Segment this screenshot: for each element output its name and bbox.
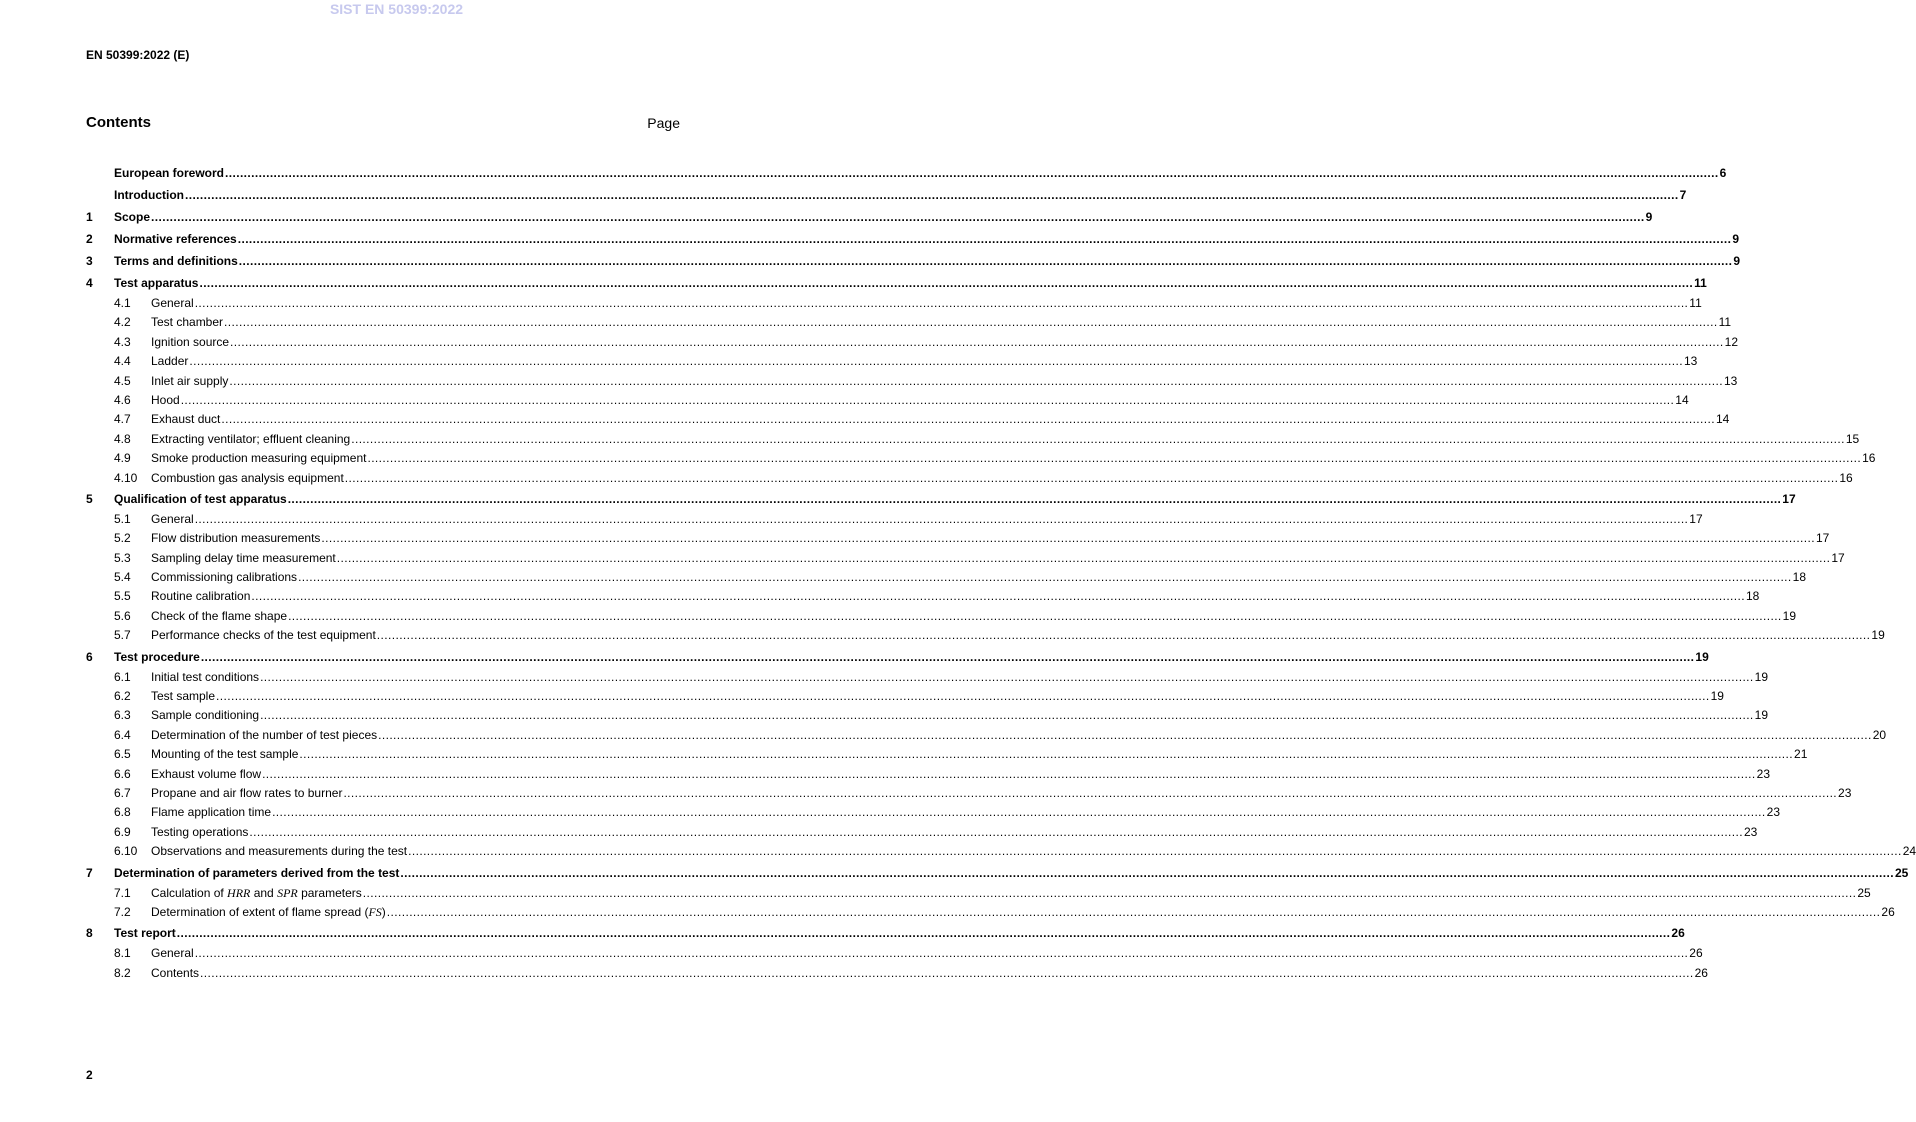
toc-entry-page: 7 bbox=[1679, 188, 1687, 202]
toc-entry-page: 23 bbox=[1766, 805, 1781, 820]
toc-subentry[interactable] bbox=[86, 568, 1807, 587]
toc-entry-number: 4.5 bbox=[114, 373, 131, 388]
toc-entry-page: 18 bbox=[1746, 589, 1760, 604]
toc-subentry[interactable] bbox=[86, 469, 1853, 488]
dot-leader: ................................................................................................................................................................................................................................................................................................................................................................................................................ bbox=[221, 412, 1715, 427]
toc-entry-title: General bbox=[151, 511, 194, 526]
toc-entry-title: Extracting ventilator; effluent cleaning bbox=[151, 431, 351, 446]
toc-entry-title: Testing operations bbox=[151, 824, 249, 839]
toc-entry-number: 3 bbox=[86, 254, 93, 268]
dot-leader: ................................................................................................................................................................................................................................................................................................................................................................................................................ bbox=[260, 669, 1754, 684]
toc-entry[interactable] bbox=[86, 228, 1740, 250]
toc-entry-page: 9 bbox=[1645, 210, 1653, 224]
page-column-heading: Page bbox=[647, 115, 680, 131]
toc-entry-title: Flame application time bbox=[151, 805, 272, 820]
toc-subentry[interactable] bbox=[86, 587, 1760, 606]
toc-entry-title: Propane and air flow rates to burner bbox=[151, 785, 343, 800]
dot-leader: ................................................................................................................................................................................................................................................................................................................................................................................................................ bbox=[194, 946, 1689, 961]
dot-leader: ................................................................................................................................................................................................................................................................................................................................................................................................................ bbox=[362, 885, 1857, 900]
toc-entry-number: 8.2 bbox=[114, 965, 131, 980]
dot-leader: ................................................................................................................................................................................................................................................................................................................................................................................................................ bbox=[378, 727, 1872, 742]
toc-subentry[interactable] bbox=[86, 313, 1732, 332]
toc-entry-number: 6.7 bbox=[114, 785, 131, 800]
dot-leader: ................................................................................................................................................................................................................................................................................................................................................................................................................ bbox=[249, 824, 1743, 839]
toc-entry-title: Calculation of HRR and SPR parameters bbox=[151, 885, 362, 900]
toc-entry-title: Observations and measurements during the test bbox=[151, 844, 408, 859]
toc-entry-title: Introduction bbox=[114, 188, 184, 202]
toc-entry-page: 14 bbox=[1715, 412, 1730, 427]
toc-entry-title: Exhaust duct bbox=[151, 412, 221, 427]
dot-leader: ................................................................................................................................................................................................................................................................................................................................................................................................................ bbox=[180, 392, 1675, 407]
dot-leader: ................................................................................................................................................................................................................................................................................................................................................................................................................ bbox=[272, 805, 1766, 820]
dot-leader: ................................................................................................................................................................................................................................................................................................................................................................................................................ bbox=[238, 254, 1733, 268]
toc-entry-number: 4.10 bbox=[114, 470, 138, 485]
toc-entry[interactable] bbox=[86, 206, 1653, 228]
toc-entry-page: 9 bbox=[1733, 254, 1741, 268]
toc-entry-page: 15 bbox=[1845, 431, 1860, 446]
math-symbol: FS bbox=[368, 904, 382, 919]
toc-entry-page: 26 bbox=[1671, 926, 1685, 941]
toc-entry-number: 2 bbox=[86, 232, 93, 246]
toc-entry-title: Commissioning calibrations bbox=[151, 570, 298, 585]
toc-entry-page: 26 bbox=[1694, 965, 1708, 980]
dot-leader: ................................................................................................................................................................................................................................................................................................................................................................................................................ bbox=[230, 334, 1724, 349]
toc-entry-number: 4.4 bbox=[114, 354, 131, 369]
toc-subentry[interactable] bbox=[86, 626, 1885, 645]
toc-subentry[interactable] bbox=[86, 884, 1871, 903]
toc-entry-number: 5.4 bbox=[114, 570, 131, 585]
toc-entry-number: 5.7 bbox=[114, 628, 131, 643]
dot-leader: ................................................................................................................................................................................................................................................................................................................................................................................................................ bbox=[321, 531, 1815, 546]
table-of-contents bbox=[86, 162, 1916, 983]
toc-entry-number: 4.6 bbox=[114, 392, 131, 407]
dot-leader: ................................................................................................................................................................................................................................................................................................................................................................................................................ bbox=[224, 315, 1718, 330]
toc-entry-page: 23 bbox=[1756, 766, 1771, 781]
toc-subentry[interactable] bbox=[86, 765, 1771, 784]
toc-subentry[interactable] bbox=[86, 964, 1708, 983]
toc-entry-number: 4.8 bbox=[114, 431, 131, 446]
toc-entry-number: 6.8 bbox=[114, 805, 131, 820]
toc-entry-title: Initial test conditions bbox=[151, 669, 260, 684]
toc-entry-number: 7 bbox=[86, 865, 93, 880]
toc-entry-title: Test apparatus bbox=[114, 276, 199, 290]
toc-entry-title: Check of the flame shape bbox=[151, 608, 288, 623]
toc-entry-page: 16 bbox=[1862, 451, 1876, 466]
toc-entry-number: 6.5 bbox=[114, 747, 131, 762]
toc-entry-title: Contents bbox=[151, 965, 200, 980]
toc-entry[interactable] bbox=[86, 862, 1909, 884]
watermark: SIST EN 50399:2022 bbox=[329, 1, 464, 17]
toc-entry-title: Determination of extent of flame spread (FS) bbox=[151, 904, 386, 919]
toc-entry[interactable] bbox=[86, 646, 1709, 668]
toc-entry[interactable] bbox=[86, 162, 1727, 184]
toc-entry-number: 4.9 bbox=[114, 451, 131, 466]
dot-leader: ................................................................................................................................................................................................................................................................................................................................................................................................................ bbox=[199, 276, 1694, 290]
dot-leader: ................................................................................................................................................................................................................................................................................................................................................................................................................ bbox=[237, 232, 1732, 246]
dot-leader: ................................................................................................................................................................................................................................................................................................................................................................................................................ bbox=[200, 649, 1695, 664]
toc-entry-title: Mounting of the test sample bbox=[151, 747, 299, 762]
toc-entry-page: 23 bbox=[1744, 824, 1758, 839]
toc-entry-page: 18 bbox=[1792, 570, 1807, 585]
dot-leader: ................................................................................................................................................................................................................................................................................................................................................................................................................ bbox=[260, 708, 1754, 723]
dot-leader: ................................................................................................................................................................................................................................................................................................................................................................................................................ bbox=[194, 296, 1689, 310]
dot-leader: ................................................................................................................................................................................................................................................................................................................................................................................................................ bbox=[344, 470, 1839, 485]
toc-entry-number: 4.7 bbox=[114, 412, 131, 427]
toc-entry-title: Smoke production measuring equipment bbox=[151, 451, 367, 466]
toc-subentry[interactable] bbox=[86, 430, 1860, 449]
toc-entry-page: 23 bbox=[1838, 785, 1852, 800]
toc-entry[interactable] bbox=[86, 272, 1707, 294]
toc-entry-page: 21 bbox=[1794, 747, 1808, 762]
toc-entry[interactable] bbox=[86, 250, 1741, 272]
toc-entry-number: 5.1 bbox=[114, 511, 131, 526]
toc-subentry[interactable] bbox=[86, 333, 1738, 352]
toc-entry-title: Normative references bbox=[114, 232, 237, 246]
toc-entry-title: Combustion gas analysis equipment bbox=[151, 470, 344, 485]
toc-entry-page: 13 bbox=[1683, 354, 1698, 369]
toc-entry-page: 11 bbox=[1694, 276, 1707, 290]
toc-entry-title: Inlet air supply bbox=[151, 373, 229, 388]
toc-subentry[interactable] bbox=[86, 529, 1830, 548]
toc-subentry[interactable] bbox=[86, 784, 1852, 803]
toc-entry-page: 19 bbox=[1710, 689, 1724, 704]
dot-leader: ................................................................................................................................................................................................................................................................................................................................................................................................................ bbox=[408, 844, 1902, 859]
toc-entry-number: 6.6 bbox=[114, 766, 131, 781]
toc-subentry[interactable] bbox=[86, 449, 1876, 468]
toc-entry-page: 17 bbox=[1831, 550, 1845, 565]
toc-entry-title: Determination of the number of test pieces bbox=[151, 727, 378, 742]
toc-entry-page: 11 bbox=[1689, 296, 1702, 310]
dot-leader: ................................................................................................................................................................................................................................................................................................................................................................................................................ bbox=[298, 570, 1792, 585]
toc-subentry[interactable] bbox=[86, 803, 1781, 822]
toc-entry-number: 4 bbox=[86, 276, 93, 290]
toc-entry-number: 8.1 bbox=[114, 946, 131, 961]
toc-entry-number: 4.1 bbox=[114, 296, 131, 310]
toc-entry-number: 7.1 bbox=[114, 885, 131, 900]
toc-entry-number: 6.3 bbox=[114, 708, 131, 723]
toc-entry-page: 17 bbox=[1782, 491, 1796, 506]
toc-subentry[interactable] bbox=[86, 410, 1730, 429]
dot-leader: ................................................................................................................................................................................................................................................................................................................................................................................................................ bbox=[367, 451, 1862, 466]
toc-entry-page: 13 bbox=[1723, 373, 1738, 388]
document-id: EN 50399:2022 (E) bbox=[86, 48, 190, 62]
toc-subentry[interactable] bbox=[86, 706, 1769, 725]
toc-entry-page: 12 bbox=[1724, 334, 1738, 349]
toc-entry-page: 25 bbox=[1895, 865, 1909, 880]
dot-leader: ................................................................................................................................................................................................................................................................................................................................................................................................................ bbox=[176, 926, 1671, 941]
toc-entry-page: 16 bbox=[1839, 470, 1853, 485]
dot-leader: ................................................................................................................................................................................................................................................................................................................................................................................................................ bbox=[262, 766, 1756, 781]
toc-subentry[interactable] bbox=[86, 372, 1738, 391]
toc-entry-number: 1 bbox=[86, 210, 93, 224]
dot-leader: ................................................................................................................................................................................................................................................................................................................................................................................................................ bbox=[386, 904, 1881, 919]
contents-title: Contents bbox=[86, 114, 151, 131]
toc-entry-title: Ignition source bbox=[151, 334, 230, 349]
toc-entry-title: Exhaust volume flow bbox=[151, 766, 262, 781]
toc-subentry[interactable] bbox=[86, 823, 1758, 842]
dot-leader: ................................................................................................................................................................................................................................................................................................................................................................................................................ bbox=[229, 373, 1723, 388]
toc-entry-page: 20 bbox=[1872, 727, 1887, 742]
toc-entry-page: 19 bbox=[1871, 628, 1885, 643]
dot-leader: ................................................................................................................................................................................................................................................................................................................................................................................................................ bbox=[400, 865, 1894, 880]
toc-entry-number: 4.3 bbox=[114, 334, 131, 349]
dot-leader: ................................................................................................................................................................................................................................................................................................................................................................................................................ bbox=[151, 210, 1645, 224]
toc-entry-number: 5.6 bbox=[114, 608, 131, 623]
toc-subentry[interactable] bbox=[86, 607, 1797, 626]
toc-entry-page: 26 bbox=[1689, 946, 1703, 961]
dot-leader: ................................................................................................................................................................................................................................................................................................................................................................................................................ bbox=[343, 785, 1838, 800]
math-symbol: HRR bbox=[227, 885, 251, 900]
toc-entry-number: 6.4 bbox=[114, 727, 131, 742]
toc-entry-page: 19 bbox=[1695, 649, 1709, 664]
toc-entry-title: Test procedure bbox=[114, 649, 200, 664]
toc-entry-page: 17 bbox=[1689, 511, 1703, 526]
dot-leader: ................................................................................................................................................................................................................................................................................................................................................................................................................ bbox=[288, 608, 1782, 623]
toc-entry-number: 5 bbox=[86, 491, 93, 506]
toc-entry-page: 9 bbox=[1732, 232, 1740, 246]
toc-subentry[interactable] bbox=[86, 668, 1769, 687]
toc-entry-title: General bbox=[151, 296, 194, 310]
toc-entry-title: Sampling delay time measurement bbox=[151, 550, 336, 565]
toc-entry[interactable] bbox=[86, 922, 1685, 944]
toc-entry-title: Flow distribution measurements bbox=[151, 531, 321, 546]
toc-entry-title: Test sample bbox=[151, 689, 216, 704]
toc-entry-page: 6 bbox=[1719, 166, 1727, 180]
toc-entry-number: 6.10 bbox=[114, 844, 138, 859]
dot-leader: ................................................................................................................................................................................................................................................................................................................................................................................................................ bbox=[194, 511, 1689, 526]
toc-subentry[interactable] bbox=[86, 294, 1702, 313]
dot-leader: ................................................................................................................................................................................................................................................................................................................................................................................................................ bbox=[216, 689, 1710, 704]
toc-subentry[interactable] bbox=[86, 903, 1895, 922]
toc-entry-title: General bbox=[151, 946, 194, 961]
toc-entry-page: 17 bbox=[1816, 531, 1830, 546]
toc-entry-number: 6.1 bbox=[114, 669, 131, 684]
toc-entry-number: 5.5 bbox=[114, 589, 131, 604]
toc-entry-title: Test chamber bbox=[151, 315, 224, 330]
dot-leader: ................................................................................................................................................................................................................................................................................................................................................................................................................ bbox=[287, 491, 1782, 506]
toc-entry-number: 4.2 bbox=[114, 315, 131, 330]
toc-entry-number: 6.9 bbox=[114, 824, 131, 839]
toc-subentry[interactable] bbox=[86, 745, 1808, 764]
dot-leader: ................................................................................................................................................................................................................................................................................................................................................................................................................ bbox=[200, 965, 1694, 980]
toc-entry-title: Terms and definitions bbox=[114, 254, 238, 268]
toc-subentry[interactable] bbox=[86, 391, 1689, 410]
toc-entry-page: 11 bbox=[1718, 315, 1732, 330]
toc-entry-title: European foreword bbox=[114, 166, 225, 180]
toc-subentry[interactable] bbox=[86, 726, 1887, 745]
toc-entry-number: 5.3 bbox=[114, 550, 131, 565]
dot-leader: ................................................................................................................................................................................................................................................................................................................................................................................................................ bbox=[299, 747, 1794, 762]
toc-subentry[interactable] bbox=[86, 944, 1703, 963]
toc-entry-title: Ladder bbox=[151, 354, 189, 369]
toc-entry-number: 6.2 bbox=[114, 689, 131, 704]
toc-subentry[interactable] bbox=[86, 510, 1703, 529]
toc-entry-page: 19 bbox=[1754, 708, 1769, 723]
toc-entry-number: 8 bbox=[86, 926, 93, 941]
dot-leader: ................................................................................................................................................................................................................................................................................................................................................................................................................ bbox=[376, 628, 1871, 643]
toc-entry-number: 6 bbox=[86, 649, 93, 664]
toc-entry[interactable] bbox=[86, 184, 1687, 206]
dot-leader: ................................................................................................................................................................................................................................................................................................................................................................................................................ bbox=[351, 431, 1845, 446]
toc-entry-page: 14 bbox=[1675, 392, 1689, 407]
toc-entry-title: Routine calibration bbox=[151, 589, 251, 604]
toc-subentry[interactable] bbox=[86, 687, 1724, 706]
toc-entry[interactable] bbox=[86, 488, 1796, 510]
dot-leader: ................................................................................................................................................................................................................................................................................................................................................................................................................ bbox=[336, 550, 1831, 565]
toc-entry-title: Hood bbox=[151, 392, 180, 407]
toc-entry-title: Qualification of test apparatus bbox=[114, 491, 287, 506]
toc-subentry[interactable] bbox=[86, 352, 1698, 371]
math-symbol: SPR bbox=[277, 885, 298, 900]
toc-entry-title: Performance checks of the test equipment bbox=[151, 628, 376, 643]
dot-leader: ................................................................................................................................................................................................................................................................................................................................................................................................................ bbox=[184, 188, 1679, 202]
toc-entry-number: 7.2 bbox=[114, 904, 131, 919]
toc-entry-title: Test report bbox=[114, 926, 176, 941]
toc-entry-page: 24 bbox=[1902, 844, 1916, 859]
toc-entry-title: Sample conditioning bbox=[151, 708, 260, 723]
toc-entry-page: 26 bbox=[1881, 904, 1895, 919]
dot-leader: ................................................................................................................................................................................................................................................................................................................................................................................................................ bbox=[225, 166, 1719, 180]
dot-leader: ................................................................................................................................................................................................................................................................................................................................................................................................................ bbox=[189, 354, 1683, 369]
toc-entry-page: 19 bbox=[1754, 669, 1769, 684]
toc-subentry[interactable] bbox=[86, 842, 1916, 861]
dot-leader: ................................................................................................................................................................................................................................................................................................................................................................................................................ bbox=[251, 589, 1745, 604]
toc-entry-page: 19 bbox=[1782, 608, 1797, 623]
toc-entry-page: 25 bbox=[1857, 885, 1871, 900]
toc-entry-title: Determination of parameters derived from the test bbox=[114, 865, 400, 880]
toc-entry-title: Scope bbox=[114, 210, 151, 224]
page-number: 2 bbox=[86, 1068, 93, 1082]
toc-entry-number: 5.2 bbox=[114, 531, 131, 546]
toc-subentry[interactable] bbox=[86, 549, 1845, 568]
